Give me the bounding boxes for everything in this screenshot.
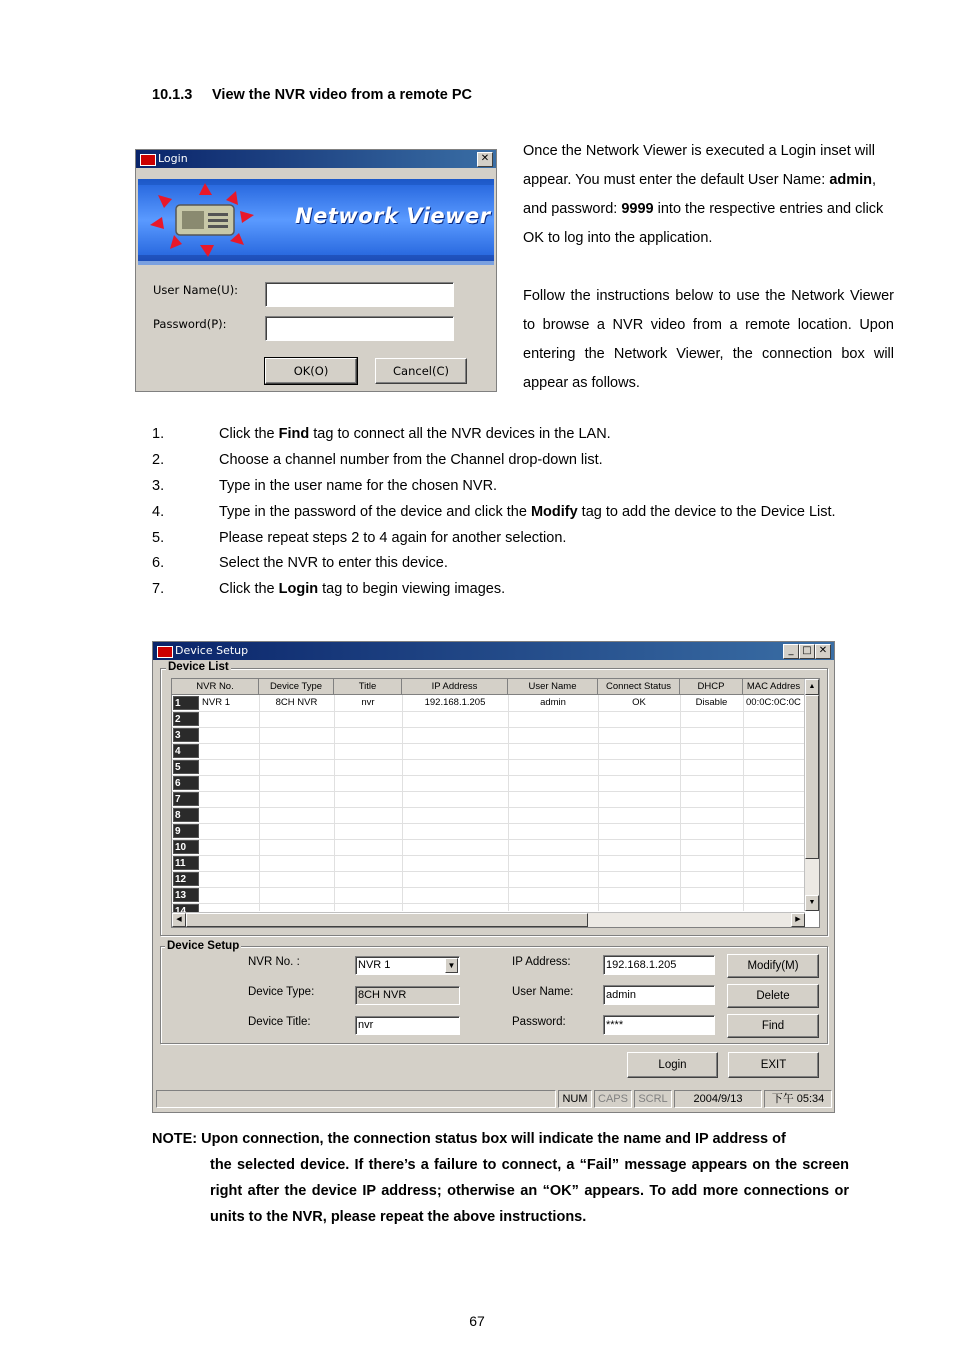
intro-paragraph-2: Follow the instructions below to use the Network Viewer to browse a NVR video from a remote location. Upon entering the Network Viewer, the connection box will appear as follows. bbox=[523, 288, 894, 391]
step-item bbox=[152, 530, 912, 556]
column-header-nvr-no[interactable]: NVR No. bbox=[172, 679, 259, 695]
cell-device-type: 8CH NVR bbox=[275, 697, 318, 708]
column-header-device-type[interactable]: Device Type bbox=[259, 679, 334, 695]
device-list-label: Device List bbox=[168, 661, 229, 673]
chevron-down-icon[interactable]: ▼ bbox=[445, 958, 458, 973]
step-text-after: tag to connect all the NVR devices in the LAN. bbox=[309, 426, 611, 442]
app-logo-icon bbox=[157, 646, 173, 658]
scroll-down-icon[interactable]: ▼ bbox=[805, 895, 819, 911]
steps-list bbox=[152, 426, 912, 607]
step-text: Choose a channel number from the Channel drop-down list. bbox=[219, 451, 603, 468]
note-line-1: Upon connection, the connection status box will indicate the name and IP address of bbox=[201, 1131, 786, 1147]
nvr-row-icon: 10 bbox=[173, 840, 199, 854]
user-name-label: User Name: bbox=[512, 986, 574, 998]
row-divider bbox=[172, 887, 805, 888]
device-type-label: Device Type: bbox=[248, 986, 315, 998]
step-number: 6. bbox=[152, 555, 165, 572]
ok-button[interactable]: OK(O) bbox=[265, 358, 357, 384]
step-number: 2. bbox=[152, 451, 165, 468]
section-number: 10.1.3 bbox=[152, 87, 193, 103]
column-header-dhcp[interactable]: DHCP bbox=[680, 679, 743, 695]
ip-address-label: IP Address: bbox=[512, 956, 571, 968]
step-item bbox=[152, 426, 912, 452]
cell-title: nvr bbox=[361, 697, 375, 708]
nvr-row-icon: 7 bbox=[173, 792, 199, 806]
step-text: Select the NVR to enter this device. bbox=[219, 555, 448, 572]
row-divider bbox=[172, 871, 805, 872]
step-text: Please repeat steps 2 to 4 again for another selection. bbox=[219, 529, 567, 546]
intro-paragraph-1 bbox=[523, 137, 894, 253]
row-divider bbox=[172, 839, 805, 840]
intro-text-a: Once the Network Viewer is executed a Login inset will appear. You must enter the default User Name: bbox=[523, 143, 875, 188]
step-text-after: tag to add the device to the Device List. bbox=[577, 503, 836, 520]
nvr-row-icon: 6 bbox=[173, 776, 199, 790]
delete-button[interactable]: Delete bbox=[727, 984, 819, 1008]
row-divider bbox=[172, 823, 805, 824]
nvr-row-icon: 11 bbox=[173, 856, 199, 870]
device-setup-titlebar bbox=[153, 642, 834, 660]
row-divider bbox=[172, 903, 805, 904]
app-logo-icon bbox=[140, 154, 156, 166]
status-message bbox=[156, 1090, 556, 1108]
cell-dhcp: Disable bbox=[695, 697, 728, 708]
login-dialog bbox=[135, 149, 497, 392]
column-header-user-name[interactable]: User Name bbox=[508, 679, 598, 695]
nvr-row-icon: 5 bbox=[173, 760, 199, 774]
step-text: Click the bbox=[219, 426, 279, 442]
nvr-device-logo-icon bbox=[146, 181, 264, 259]
note-rest: the selected device. If there’s a failure to connect, a “Fail” message appears on the screen right after the device IP address; otherwise an “OK” appears. To add more connections or units to the NVR, please repeat the above instructions. bbox=[210, 1157, 849, 1225]
status-date: 2004/9/13 bbox=[674, 1090, 762, 1108]
nvr-no-label: NVR No. : bbox=[248, 956, 300, 968]
row-divider bbox=[172, 727, 805, 728]
device-list-table[interactable] bbox=[171, 678, 820, 928]
step-text-after: tag to begin viewing images. bbox=[318, 581, 506, 598]
row-divider bbox=[172, 743, 805, 744]
nvr-row-icon: 13 bbox=[173, 888, 199, 902]
step-number: 3. bbox=[152, 477, 165, 494]
vertical-scrollbar[interactable] bbox=[804, 679, 819, 911]
step-item bbox=[152, 581, 912, 607]
status-time: 下午 05:34 bbox=[764, 1090, 832, 1108]
nvr-row-icon: 1 bbox=[173, 696, 199, 710]
step-item bbox=[152, 452, 912, 478]
row-divider bbox=[172, 775, 805, 776]
horizontal-scrollbar[interactable] bbox=[172, 912, 805, 927]
scroll-thumb[interactable] bbox=[805, 695, 819, 859]
cell-user-name: admin bbox=[540, 697, 566, 708]
column-header-ip-address[interactable]: IP Address bbox=[402, 679, 508, 695]
step-item bbox=[152, 504, 912, 530]
default-password: 9999 bbox=[621, 201, 654, 217]
login-button[interactable]: Login bbox=[627, 1052, 718, 1078]
step-bold: Login bbox=[278, 581, 319, 598]
row-divider bbox=[172, 711, 805, 712]
step-bold: Modify bbox=[530, 503, 578, 520]
password-label: Password: bbox=[512, 1016, 566, 1028]
close-icon[interactable]: ✕ bbox=[815, 644, 831, 659]
row-divider bbox=[172, 759, 805, 760]
step-number: 5. bbox=[152, 529, 165, 546]
nvr-row-icon: 3 bbox=[173, 728, 199, 742]
network-viewer-banner bbox=[138, 179, 494, 261]
nvr-row-icon: 8 bbox=[173, 808, 199, 822]
find-button[interactable]: Find bbox=[727, 1014, 819, 1038]
device-type-field: 8CH NVR bbox=[355, 986, 460, 1005]
row-divider bbox=[172, 807, 805, 808]
nvr-row-icon: 4 bbox=[173, 744, 199, 758]
hscroll-thumb[interactable] bbox=[186, 913, 588, 927]
step-text: Type in the password of the device and click the bbox=[219, 503, 531, 520]
cell-nvr-no: NVR 1 bbox=[202, 697, 230, 708]
ip-address-input[interactable]: 192.168.1.205 bbox=[603, 955, 715, 975]
exit-button[interactable]: EXIT bbox=[728, 1052, 819, 1078]
device-setup-group-label: Device Setup bbox=[167, 940, 240, 952]
device-title-input[interactable]: nvr bbox=[355, 1016, 460, 1035]
modify-button[interactable]: Modify(M) bbox=[727, 954, 819, 978]
login-title: Login bbox=[158, 152, 188, 165]
step-number: 1. bbox=[152, 426, 165, 442]
password-label: Password(P): bbox=[153, 317, 227, 331]
device-setup-title: Device Setup bbox=[175, 644, 249, 657]
step-bold: Find bbox=[278, 426, 310, 442]
banner-divider bbox=[138, 261, 494, 265]
page-number: 67 bbox=[469, 1313, 485, 1329]
note-prefix: NOTE: bbox=[152, 1131, 202, 1147]
cell-mac-address: 00:0C:0C:0C bbox=[746, 697, 801, 708]
intro-text bbox=[523, 137, 894, 398]
column-header-connect-status[interactable]: Connect Status bbox=[598, 679, 680, 695]
banner-title: Network Viewer bbox=[295, 204, 491, 228]
section-title: View the NVR video from a remote PC bbox=[212, 87, 472, 103]
nvr-no-select[interactable] bbox=[355, 956, 460, 975]
nvr-no-value: NVR 1 bbox=[358, 959, 391, 971]
step-text: Type in the user name for the chosen NVR. bbox=[219, 477, 498, 494]
intro-text-b: , and password: bbox=[523, 172, 877, 217]
intro-text-c: into the respective entries and click OK to log into the application. bbox=[523, 201, 884, 246]
user-name-input[interactable]: admin bbox=[603, 985, 715, 1005]
scroll-left-icon[interactable]: ◀ bbox=[172, 913, 186, 927]
nvr-row-icon: 9 bbox=[173, 824, 199, 838]
cell-connect-status: OK bbox=[632, 697, 646, 708]
step-item bbox=[152, 478, 912, 504]
password-input[interactable] bbox=[265, 316, 454, 341]
column-header-title[interactable]: Title bbox=[334, 679, 402, 695]
step-number: 4. bbox=[152, 503, 165, 520]
user-name-input[interactable] bbox=[265, 282, 454, 307]
section-heading bbox=[152, 87, 472, 103]
step-number: 7. bbox=[152, 581, 165, 598]
cancel-button[interactable]: Cancel(C) bbox=[375, 358, 467, 384]
nvr-row-icon: 12 bbox=[173, 872, 199, 886]
status-caps: CAPS bbox=[594, 1090, 632, 1108]
user-name-label: User Name(U): bbox=[153, 283, 239, 297]
password-input[interactable]: **** bbox=[603, 1015, 715, 1035]
device-title-label: Device Title: bbox=[248, 1016, 311, 1028]
note-first-line bbox=[152, 1126, 849, 1152]
cell-ip-address: 192.168.1.205 bbox=[424, 697, 486, 708]
nvr-row-icon: 2 bbox=[173, 712, 199, 726]
step-text: Click the bbox=[219, 581, 279, 598]
close-button[interactable]: ✕ bbox=[477, 152, 493, 167]
default-user-name: admin bbox=[829, 172, 873, 188]
scroll-up-icon[interactable]: ▲ bbox=[805, 679, 819, 695]
maximize-icon[interactable]: □ bbox=[799, 644, 815, 659]
row-divider bbox=[172, 791, 805, 792]
login-titlebar bbox=[136, 150, 496, 168]
status-scrl: SCRL bbox=[634, 1090, 672, 1108]
step-item bbox=[152, 555, 912, 581]
column-header-mac-address[interactable]: MAC Addres bbox=[743, 679, 805, 695]
status-num: NUM bbox=[558, 1090, 592, 1108]
scroll-right-icon[interactable]: ▶ bbox=[791, 913, 805, 927]
row-divider bbox=[172, 855, 805, 856]
minimize-icon[interactable]: _ bbox=[783, 644, 799, 659]
note-block bbox=[152, 1126, 849, 1230]
